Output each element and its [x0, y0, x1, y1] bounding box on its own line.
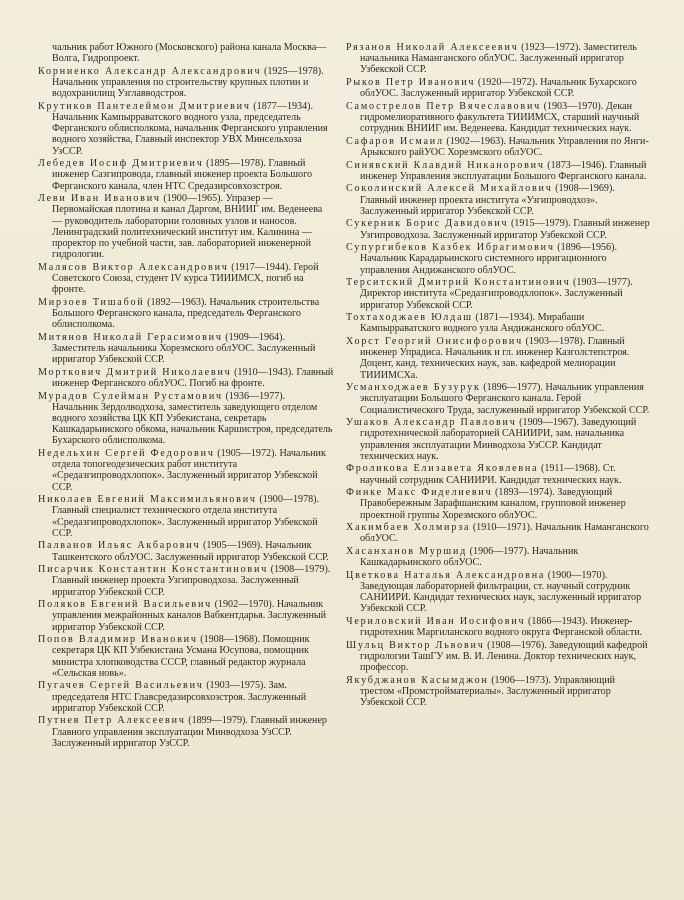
biography-text: Декан гидромелиоративного факультета ТИИИМСХ, старший научный сотрудник ВНИИГ им. Веденеева. Кандидат технических наук.: [360, 100, 640, 135]
biography-text: Начальник Ташкентского облУОС. Заслуженный ирригатор Узбекской ССР.: [52, 540, 329, 563]
biography-entry: [346, 417, 650, 462]
biography-entry: [38, 332, 334, 366]
person-name: Крутиков Пантелеймон Дмитриевич: [38, 100, 251, 112]
person-name: Леви Иван Иванович: [38, 193, 161, 205]
person-name: Соколинский Алексей Михайлович: [346, 183, 553, 195]
biography-text: Начальник управления эксплуатации Большого Ферганского канала. Герой Социалистического Труда, заслуженный ирригатор Узбекской ССР.: [360, 382, 650, 416]
biography-entry: [346, 312, 650, 334]
biography-entry: [346, 640, 650, 674]
biography-entry: [38, 680, 334, 714]
biography-text: Начальник Карадарьинского системного ирригационного управления Андижанского облУОС.: [360, 253, 607, 276]
life-dates: (1903—1975).: [206, 680, 266, 692]
biography-text: Главный инженер Главного управления эксплуатации Минводхоза УзССР. Заслуженный ирригатор УзССР.: [52, 715, 327, 749]
biography-text: Заместитель начальника Хорезмского облУОС. Заслуженный ирригатор Узбекской ССР.: [52, 343, 316, 366]
biography-entry: [38, 66, 334, 100]
person-name: Супургибеков Казбек Ибрагимович: [346, 242, 555, 254]
biography-text: Начальник отдела топогеодезических работ института «Средазгипроводхлопок». Заслуженный ирригатор Узбекской ССР.: [52, 448, 326, 493]
left-column: [38, 42, 334, 750]
life-dates: (1936—1977).: [225, 390, 286, 402]
biography-entry: [346, 218, 650, 240]
life-dates: (1896—1977).: [483, 382, 543, 394]
person-name: Финке Макс Фиделиевич: [346, 487, 493, 499]
biography-entry: [38, 599, 334, 633]
biography-text: Мирабаши Кампырраватского водного узла Андижанского облУОС.: [360, 312, 605, 335]
biography-text: Зам. председателя НТС Главсредазирсовхозстроя. Заслуженный ирригатор Узбекской ССР.: [52, 680, 307, 714]
biography-entry: [346, 160, 650, 182]
biography-text: Заместитель начальника Наманганского облУОС. Заслуженный ирригатор Узбекской ССР.: [360, 42, 637, 76]
biography-text: Заведующий гидротехнической лабораторией САНИИРИ, зам. начальника управления эксплуатации Минводхоза УзССР. Кандидат технических наук.: [360, 417, 637, 462]
biography-entry: [346, 42, 650, 76]
biography-text: Ст. научный сотрудник САНИИРИ. Кандидат технических наук.: [360, 463, 622, 486]
biography-text: Помощник секретаря ЦК КП Узбекистана Усмана Юсупова, помощник министра хлопководства СССР, главный редактор журнала «Сельская новь».: [52, 634, 310, 679]
person-name: Палванов Ильяс Акбарович: [38, 540, 201, 552]
life-dates: (1900—1978).: [259, 494, 320, 506]
biography-entry: [38, 540, 334, 562]
biography-text: Начальник управления межрайонных каналов Вабкентдарья. Заслуженный ирригатор Узбекской ССР.: [52, 599, 327, 633]
life-dates: (1903—1978).: [525, 335, 586, 347]
biography-text: Главный инженер Сазгипровода, главный инженер проекта Большого Ферганского канала, член НТС Средазирсовхозстроя.: [52, 158, 313, 192]
biography-entry: [38, 42, 334, 64]
person-name: Хорст Георгий Онисифорович: [346, 335, 523, 347]
biography-text: чальник работ Южного (Московского) района канала Москва—Волга, Гидропроект.: [52, 42, 327, 65]
person-name: Мурадов Сулейман Рустамович: [38, 390, 223, 402]
biography-text: Главный инженер Упрадиса. Начальник и гл. инженер Казголстепстроя. Доцент, канд. технических наук, зав. кафедрой мелиорации ТИИИМСХа.: [360, 335, 630, 381]
life-dates: (1908—1976).: [487, 639, 547, 651]
biography-entry: [346, 242, 650, 276]
life-dates: (1877—1934).: [253, 100, 314, 112]
person-name: Рязанов Николай Алексеевич: [346, 42, 519, 53]
life-dates: (1906—1977).: [469, 545, 530, 557]
life-dates: (1908—1968).: [200, 634, 260, 646]
biography-entry: [346, 183, 650, 217]
biography-text: Заведующий Правобережным Зарафшанским каналом, групповой инженер проектной группы Хорезмского облУОС.: [360, 487, 626, 521]
person-name: Хасанханов Муршид: [346, 545, 468, 557]
life-dates: (1917—1944).: [231, 261, 291, 273]
person-name: Цветкова Наталья Александровна: [346, 569, 546, 581]
life-dates: (1903—1977).: [573, 277, 633, 289]
biography-text: Заведующая лабораторией фильтрации, ст. научный сотрудник САНИИРИ. Кандидат технических наук, заслуженный ирригатор Узбекской ССР.: [360, 580, 642, 615]
life-dates: (1895—1978).: [206, 158, 266, 170]
biography-entry: [346, 463, 650, 485]
person-name: Попов Владимир Иванович: [38, 634, 198, 646]
person-name: Поляков Евгений Васильевич: [38, 599, 213, 611]
person-name: Синявский Клавдий Никанорович: [346, 159, 545, 171]
person-name: Тохтаходжаев Юлдаш: [346, 312, 473, 324]
biography-entry: [38, 494, 334, 539]
life-dates: (1908—1979).: [270, 564, 331, 576]
biography-text: Начальник Бухарского облУОС. Заслуженный ирригатор Узбекской ССР.: [360, 77, 637, 100]
biography-text: Начальник Кашкадарьинского облУОС.: [360, 545, 579, 569]
life-dates: (1910—1943).: [234, 366, 294, 378]
biography-text: Главный специалист технического отдела института «Средазгипроводхлопок». Заслуженный ирригатор Узбекской ССР.: [52, 505, 318, 539]
biography-entry: [38, 101, 334, 157]
life-dates: (1871—1934).: [475, 312, 536, 324]
person-name: Путнев Петр Алексеевич: [38, 715, 186, 727]
biography-entry: [346, 487, 650, 521]
person-name: Чериловский Иван Иосифович: [346, 615, 526, 627]
biography-entry: [38, 564, 334, 598]
biography-text: Главный инженер Управления эксплуатации Большого Ферганского канала.: [360, 159, 647, 182]
biography-text: Начальник Наманганского облУОС.: [360, 522, 649, 545]
biography-text: Директор института «Средазгипроводхлопок». Заслуженный ирригатор Узбекской ССР.: [360, 288, 623, 311]
right-column: [346, 42, 650, 710]
biography-entry: [38, 193, 334, 260]
life-dates: (1896—1956).: [557, 242, 617, 254]
biography-text: Управляющий трестом «Промстройматериалы». Заслуженный ирригатор Узбекской ССР.: [360, 674, 616, 709]
life-dates: (1905—1969).: [202, 540, 263, 552]
person-name: Сукерник Борис Давидович: [346, 218, 509, 230]
biography-text: Инженер-гидротехник Маргиланского водного округа Ферганской области.: [360, 615, 643, 639]
life-dates: (1899—1979).: [188, 715, 248, 727]
life-dates: (1909—1964).: [225, 331, 285, 343]
person-name: Корниенко Александр Александрович: [38, 65, 262, 77]
biography-entry: [346, 277, 650, 311]
life-dates: (1915—1979).: [510, 218, 571, 230]
person-name: Ушаков Александр Павлович: [346, 417, 517, 429]
biography-entry: [38, 391, 334, 447]
person-name: Якубджанов Касымджон: [346, 674, 489, 686]
life-dates: (1923—1972).: [521, 42, 581, 53]
life-dates: (1906—1973).: [491, 674, 551, 686]
biography-entry: [38, 367, 334, 389]
biography-text: Главный инженер Ферганского облУОС. Погиб на фронте.: [52, 366, 334, 390]
life-dates: (1892—1963).: [147, 296, 207, 308]
person-name: Рыков Петр Иванович: [346, 77, 476, 88]
person-name: Николаев Евгений Максимильянович: [38, 494, 257, 506]
person-name: Самострелов Петр Вячеславович: [346, 100, 542, 112]
biography-entry: [38, 715, 334, 749]
person-name: Митянов Николай Герасимович: [38, 331, 223, 343]
biography-text: Заведующий кафедрой гидрологии ТашГУ им. В. И. Ленина. Доктор технических наук, профессор.: [360, 639, 648, 674]
person-name: Морткович Дмитрий Николаевич: [38, 366, 232, 378]
biography-text: Начальник Управления по Янги-Арыкского райУОС Хорезмского облУОС.: [360, 135, 649, 158]
biography-text: Герой Советского Союза, студент IV курса ТИИИМСХ, погиб на фронте.: [52, 261, 319, 296]
life-dates: (1910—1971).: [472, 522, 533, 534]
biography-entry: [346, 101, 650, 135]
person-name: Пугачев Сергей Васильевич: [38, 680, 204, 692]
biography-entry: [346, 522, 650, 544]
life-dates: (1866—1943).: [527, 615, 588, 627]
biography-entry: [346, 136, 650, 158]
biography-text: Главный инженер проекта Узгипроводхоза. Заслуженный ирригатор Узбекской ССР.: [52, 575, 299, 598]
person-name: Усманходжаев Бузурук: [346, 382, 481, 394]
biography-entry: [38, 158, 334, 192]
person-name: Терситский Дмитрий Константинович: [346, 277, 571, 289]
person-name: Мирзоев Тишабой: [38, 296, 145, 308]
life-dates: (1893—1974).: [495, 487, 555, 499]
life-dates: (1902—1970).: [214, 599, 275, 611]
biography-entry: [346, 382, 650, 416]
life-dates: (1900—1970).: [547, 569, 608, 581]
biography-entry: [38, 448, 334, 493]
person-name: Писарчик Константин Константинович: [38, 564, 269, 576]
biography-text: Начальник Зердолводхоза, заместитель заведующего отделом водного хозяйства ЦК КП Узбекистана, секретарь Кашкадарьинского обкома, начальник Каршистроя, председатель Бухарского облисполкома.: [52, 401, 333, 447]
life-dates: (1920—1972).: [477, 77, 538, 88]
biography-entry: [346, 336, 650, 381]
life-dates: (1905—1972).: [217, 448, 277, 460]
life-dates: (1925—1978).: [263, 65, 324, 77]
biography-entry: [346, 616, 650, 638]
biography-text: Главный инженер Узгипроводхоза. Заслуженный ирригатор Узбекской ССР.: [360, 218, 650, 241]
life-dates: (1908—1969).: [555, 183, 615, 195]
biography-text: Упразер — Первомайская плотина и канал Даргом, ВНИИГ им. Веденеева — руководитель лаборатории головных узлов и наносов. Ленинградский политехнический институт им. Калинина — проректор по учебной части, зав. лабораторией инженерной гидрологии.: [52, 193, 323, 261]
biography-entry: [38, 634, 334, 679]
biography-entry: [38, 297, 334, 331]
person-name: Малясов Виктор Александрович: [38, 261, 229, 273]
person-name: Сафаров Исмаил: [346, 135, 444, 147]
biography-text: Начальник управления по строительству крупных плотин и водохранилищ Узглавводстроя.: [52, 77, 309, 100]
biography-text: Начальник Кампырраватского водного узла, председатель Ферганского облисполкома, начальник Ферганского управления водного хозяйства, Главный инспектор УВХ Минсельхоза УзССР.: [52, 112, 328, 157]
life-dates: (1911—1968).: [540, 463, 601, 475]
biography-text: Начальник строительства Большого Ферганского канала, председатель Ферганского облисполкома.: [52, 296, 320, 331]
life-dates: (1909—1967).: [519, 417, 579, 429]
biography-text: Главный инженер проекта института «Узгипроводхоз». Заслуженный ирригатор Узбекской ССР.: [360, 194, 598, 217]
person-name: Шульц Виктор Львович: [346, 639, 485, 651]
biography-entry: [346, 570, 650, 615]
person-name: Недельхин Сергей Федорович: [38, 448, 215, 460]
person-name: Фроликова Елизавета Яковлевна: [346, 463, 539, 475]
life-dates: (1900—1965).: [163, 193, 224, 205]
person-name: Лебедев Иосиф Дмитриевич: [38, 158, 204, 170]
biography-entry: [346, 675, 650, 709]
biography-entry: [346, 546, 650, 568]
biography-entry: [38, 262, 334, 296]
life-dates: (1903—1970).: [543, 100, 604, 112]
life-dates: (1873—1946).: [547, 159, 607, 171]
life-dates: (1902—1963).: [446, 135, 507, 147]
person-name: Хакимбаев Холмирза: [346, 522, 471, 534]
biography-entry: [346, 77, 650, 99]
